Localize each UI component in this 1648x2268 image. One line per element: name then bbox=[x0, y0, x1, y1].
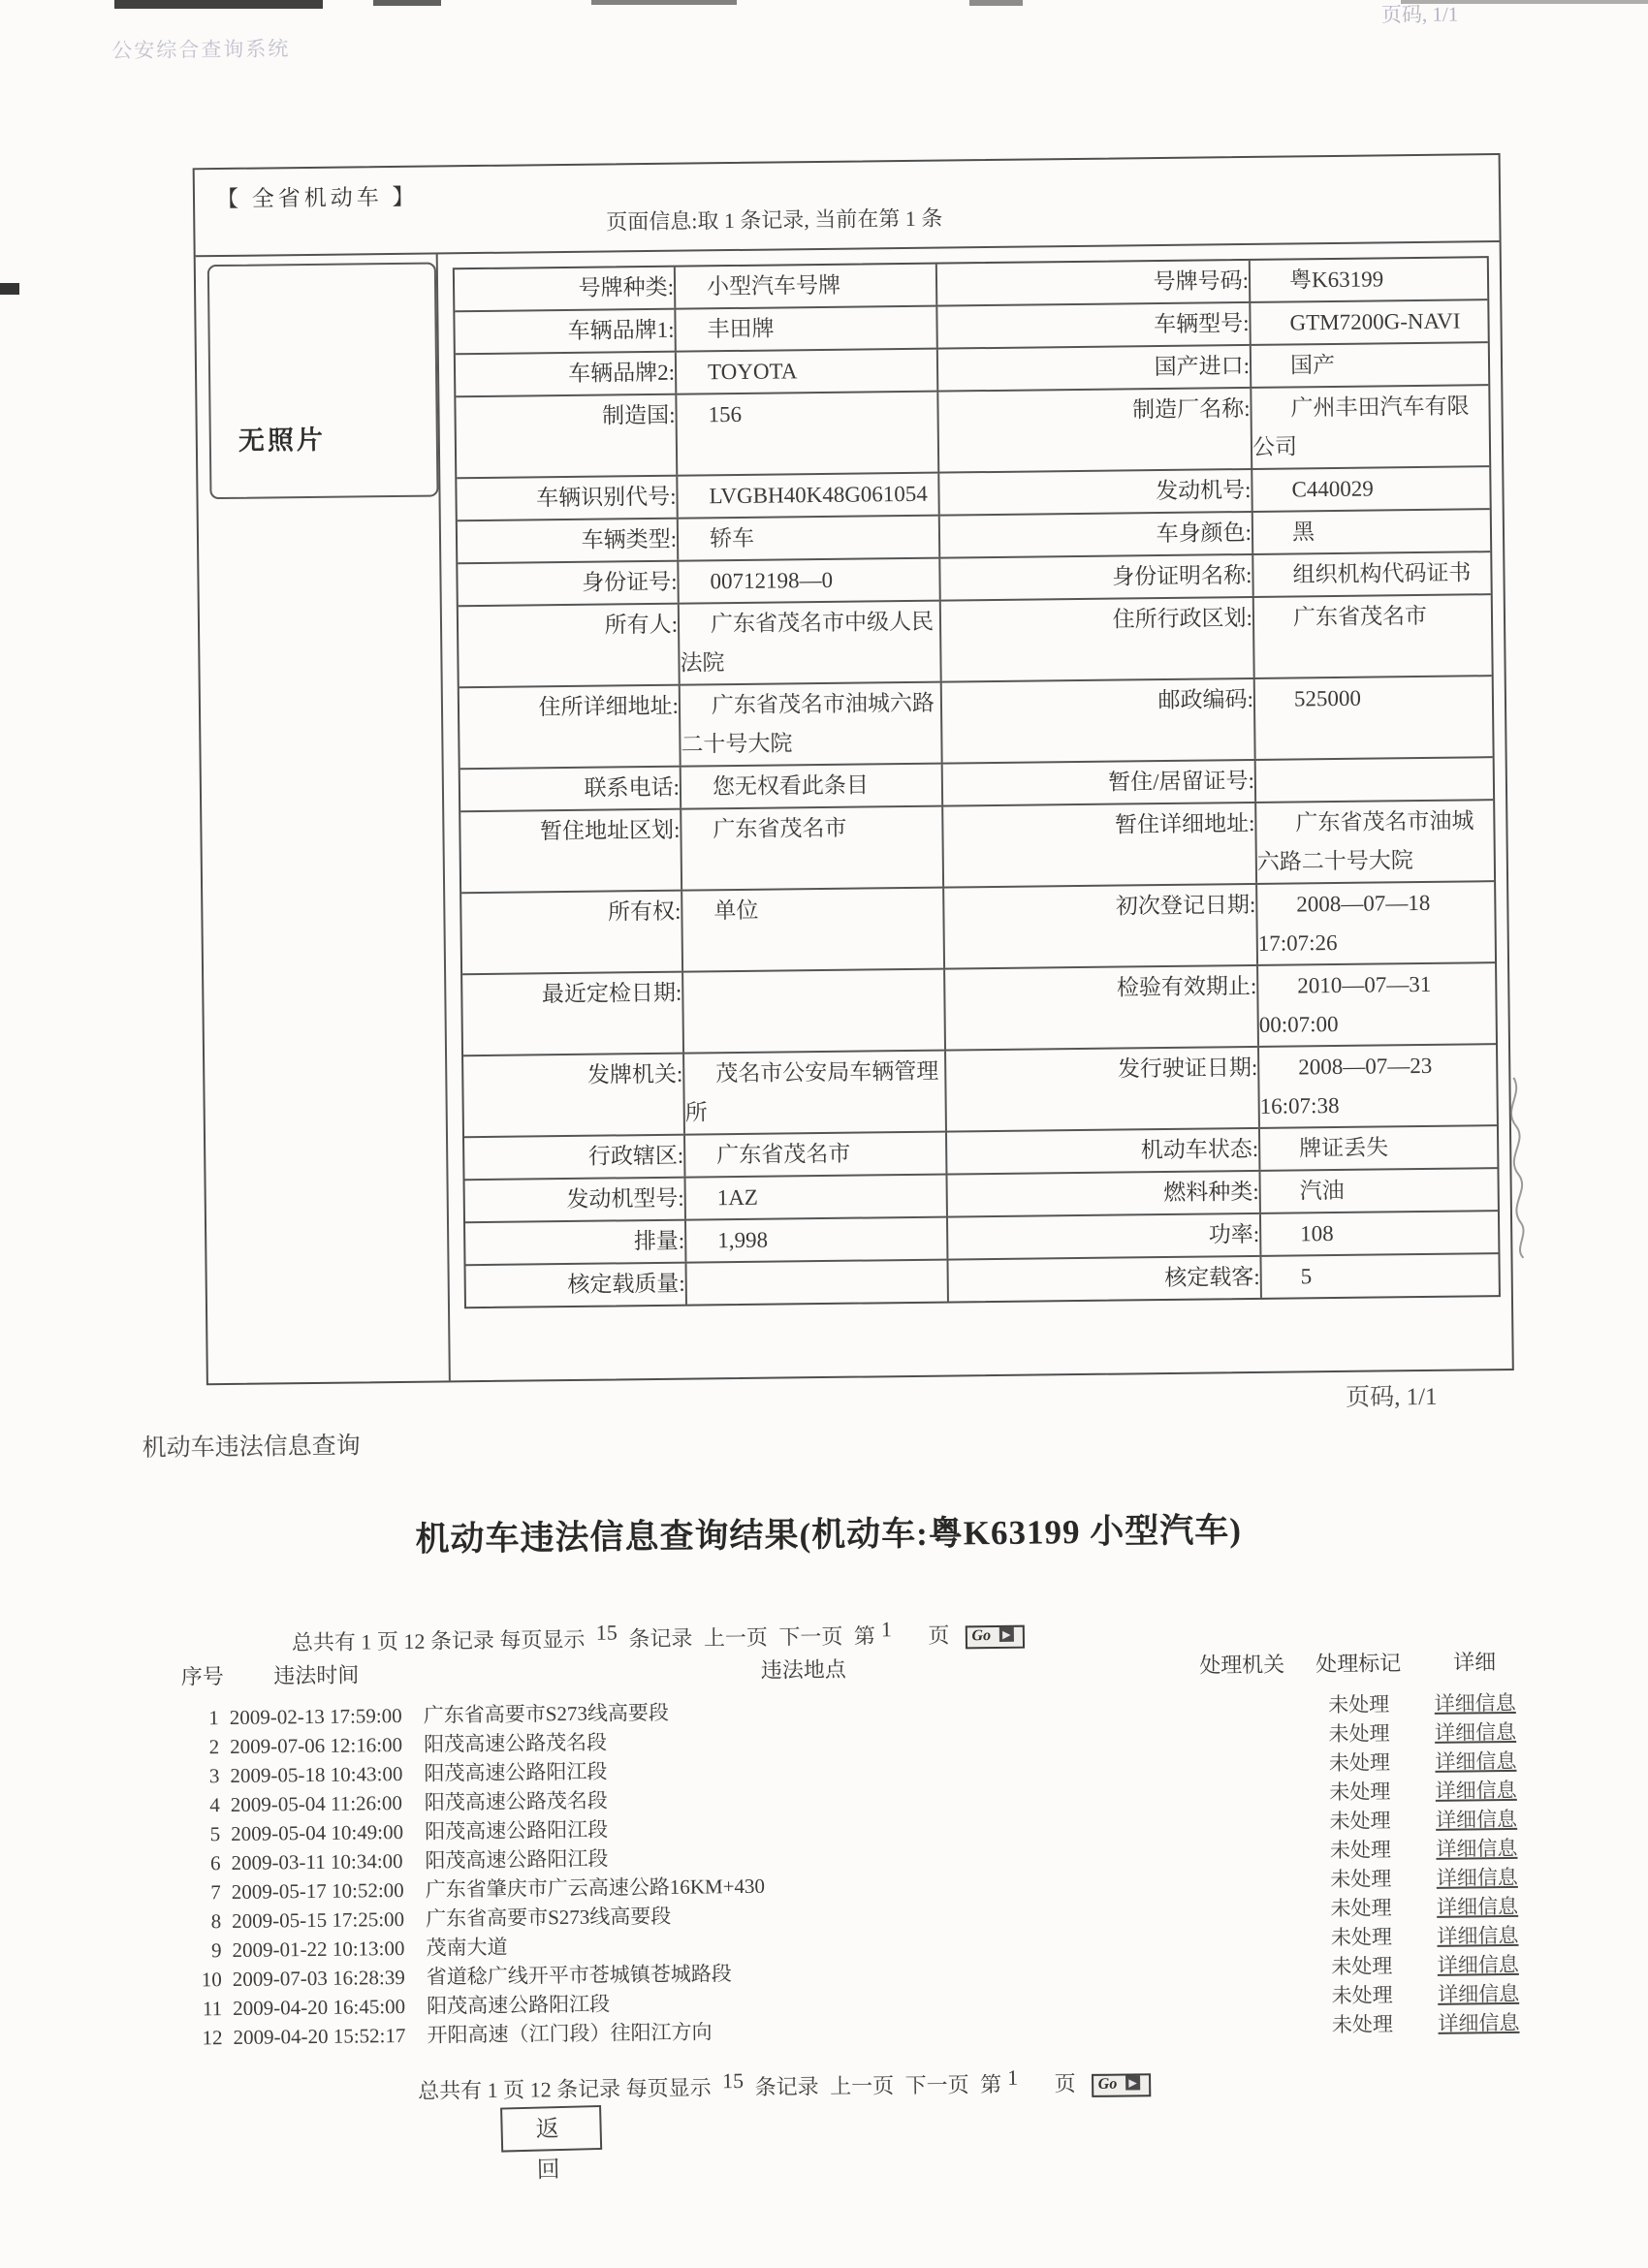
field-value: 广东省茂名市 bbox=[1292, 603, 1428, 630]
field-value: 00712198—0 bbox=[679, 559, 940, 603]
violation-detail-link[interactable]: 详细信息 bbox=[1437, 1923, 1519, 1948]
field-value: 5 bbox=[1300, 1264, 1313, 1289]
field-label: 最近定检日期: bbox=[462, 973, 684, 1055]
vehicle-section bbox=[193, 153, 1514, 1385]
violation-seq: 5 bbox=[209, 1822, 221, 1846]
records-label: 条记录 bbox=[628, 1625, 693, 1652]
system-name-faded: 公安综合查询系统 bbox=[111, 37, 291, 63]
go-arrow-icon: ▶ bbox=[999, 1627, 1014, 1642]
violation-place: 广东省高要市S273线高要段 bbox=[423, 1700, 670, 1727]
violation-detail-link[interactable]: 详细信息 bbox=[1436, 1865, 1518, 1890]
field-value: 108 bbox=[1300, 1221, 1334, 1246]
violation-rows bbox=[181, 1688, 1542, 2053]
violation-time: 2009-05-04 10:49:00 bbox=[231, 1819, 404, 1845]
go-label: Go bbox=[1097, 2075, 1118, 2093]
field-value bbox=[1256, 758, 1487, 802]
violation-agency bbox=[1188, 1952, 1304, 1982]
violation-agency bbox=[1187, 1894, 1303, 1924]
violation-place: 阳茂高速公路茂名段 bbox=[423, 1730, 608, 1756]
divider bbox=[196, 240, 1500, 257]
pagination-summary: 总共有 1 页 12 条记录 每页显示 bbox=[418, 2075, 712, 2103]
violation-time: 2009-04-20 15:52:17 bbox=[233, 2023, 406, 2049]
field-value: 牌证丢失 bbox=[1299, 1135, 1389, 1161]
field-value: 1,998 bbox=[686, 1218, 948, 1262]
field-label: 暂住地址区划: bbox=[460, 810, 682, 893]
violation-time: 2009-01-22 10:13:00 bbox=[232, 1936, 405, 1962]
go-arrow-icon: ▶ bbox=[1125, 2075, 1140, 2090]
field-label: 检验有效期止: bbox=[945, 966, 1259, 1050]
violation-mark: 未处理 bbox=[1331, 1983, 1393, 2008]
violation-time: 2009-05-04 11:26:00 bbox=[230, 1790, 403, 1816]
field-value: 广东省茂名市中级人民法院 bbox=[680, 602, 942, 684]
violation-place: 阳茂高速公路阳江段 bbox=[427, 1992, 611, 2018]
violation-detail-link[interactable]: 详细信息 bbox=[1437, 1981, 1520, 2006]
field-label: 国产进口: bbox=[938, 346, 1252, 391]
pagination-bottom bbox=[418, 2066, 1157, 2105]
field-label: 初次登记日期: bbox=[944, 885, 1258, 968]
go-button[interactable] bbox=[1092, 2073, 1151, 2097]
header-place: 违法地点 bbox=[760, 1656, 846, 1683]
field-label: 机动车状态: bbox=[947, 1129, 1260, 1174]
field-value: 广东省茂名市 bbox=[681, 807, 944, 890]
field-label: 身份证明名称: bbox=[940, 555, 1253, 600]
page-word-before: 第 bbox=[853, 1623, 876, 1649]
violation-agency bbox=[1185, 1719, 1301, 1749]
violation-detail-link[interactable]: 详细信息 bbox=[1435, 1807, 1518, 1832]
violation-seq: 11 bbox=[202, 1997, 223, 2021]
prev-page-link[interactable]: 上一页 bbox=[703, 1624, 769, 1651]
page-word-after: 页 bbox=[928, 1622, 950, 1648]
next-page-link[interactable]: 下一页 bbox=[904, 2072, 969, 2098]
field-label: 车辆类型: bbox=[458, 520, 679, 563]
violation-mark: 未处理 bbox=[1328, 1692, 1390, 1717]
violation-table bbox=[180, 1646, 1541, 2053]
photo-placeholder bbox=[207, 262, 439, 499]
field-label: 所有人: bbox=[459, 605, 681, 687]
field-label: 发动机型号: bbox=[465, 1179, 686, 1222]
field-label: 制造国: bbox=[456, 395, 678, 478]
field-value: 2010—07—31 00:07:00 bbox=[1258, 971, 1432, 1037]
next-page-link[interactable]: 下一页 bbox=[778, 1623, 843, 1650]
field-value: C440029 bbox=[1291, 476, 1374, 502]
field-label: 车辆品牌1: bbox=[455, 310, 676, 354]
violation-mark: 未处理 bbox=[1329, 1780, 1391, 1805]
field-label: 行政辖区: bbox=[464, 1136, 685, 1180]
field-value: 广东省茂名市油城六路二十号大院 bbox=[681, 683, 943, 766]
violation-place: 阳茂高速公路茂名段 bbox=[424, 1788, 608, 1814]
violation-agency bbox=[1185, 1748, 1301, 1779]
page-number-input[interactable]: 1 bbox=[880, 1617, 893, 1642]
violation-agency bbox=[1186, 1807, 1302, 1837]
violation-seq: 1 bbox=[208, 1706, 219, 1730]
field-label: 功率: bbox=[948, 1214, 1261, 1259]
page-number-input[interactable]: 1 bbox=[1006, 2064, 1019, 2090]
violation-mark: 未处理 bbox=[1329, 1809, 1391, 1834]
violation-detail-link[interactable]: 详细信息 bbox=[1438, 2010, 1520, 2035]
violation-seq: 7 bbox=[210, 1880, 221, 1905]
field-value: 黑 bbox=[1291, 520, 1315, 545]
field-label: 邮政编码: bbox=[942, 679, 1256, 763]
page-word-after: 页 bbox=[1054, 2071, 1076, 2096]
field-value: 广东省茂名市 bbox=[685, 1133, 947, 1177]
violation-mark: 未处理 bbox=[1331, 2012, 1394, 2037]
page-word-before: 第 bbox=[980, 2071, 1002, 2097]
table-row bbox=[460, 801, 1494, 894]
field-value: 组织机构代码证书 bbox=[1292, 560, 1472, 587]
table-row bbox=[461, 882, 1495, 975]
field-value: 轿车 bbox=[679, 517, 940, 560]
field-label: 暂住详细地址: bbox=[943, 803, 1257, 887]
violation-place: 阳茂高速公路阳江段 bbox=[425, 1846, 609, 1873]
violation-detail-link[interactable]: 详细信息 bbox=[1436, 1836, 1518, 1861]
violation-mark: 未处理 bbox=[1330, 1925, 1393, 1950]
field-value: 广州丰田汽车有限公司 bbox=[1252, 394, 1470, 459]
violation-place: 广东省高要市S273线高要段 bbox=[426, 1904, 672, 1931]
violation-seq: 10 bbox=[201, 1968, 222, 1992]
violation-detail-link[interactable]: 详细信息 bbox=[1434, 1690, 1516, 1716]
per-page-value[interactable]: 15 bbox=[721, 2068, 745, 2094]
violation-mark: 未处理 bbox=[1329, 1838, 1392, 1863]
field-label: 身份证号: bbox=[458, 562, 679, 606]
field-value bbox=[683, 970, 946, 1053]
field-label: 号牌种类: bbox=[455, 268, 676, 311]
field-value: 小型汽车号牌 bbox=[676, 265, 937, 308]
field-label: 燃料种类: bbox=[947, 1172, 1260, 1216]
field-label: 所有权: bbox=[461, 892, 683, 974]
field-value: 525000 bbox=[1293, 685, 1362, 711]
records-label: 条记录 bbox=[754, 2074, 819, 2099]
violation-seq: 6 bbox=[209, 1851, 221, 1875]
field-value: 粤K63199 bbox=[1288, 267, 1384, 293]
violation-time: 2009-03-11 10:34:00 bbox=[231, 1848, 403, 1874]
field-label: 车辆识别代号: bbox=[457, 477, 678, 520]
field-label: 联系电话: bbox=[460, 768, 681, 811]
violation-query-label: 机动车违法信息查询 bbox=[142, 1433, 361, 1462]
violation-time: 2009-04-20 16:45:00 bbox=[233, 1994, 406, 2020]
field-value: 茂名市公安局车辆管理所 bbox=[684, 1052, 947, 1134]
no-photo-label: 无照片 bbox=[238, 425, 327, 456]
section-title: 【 全省机动车 】 bbox=[215, 184, 419, 212]
field-value bbox=[687, 1261, 949, 1305]
violation-mark: 未处理 bbox=[1328, 1750, 1391, 1776]
header-seq: 序号 bbox=[180, 1664, 224, 1689]
violation-detail-link[interactable]: 详细信息 bbox=[1437, 1952, 1519, 1977]
table-row bbox=[463, 1045, 1497, 1138]
table-row bbox=[460, 677, 1493, 770]
violation-agency bbox=[1188, 1981, 1304, 2011]
violation-agency bbox=[1185, 1690, 1301, 1720]
violation-seq: 12 bbox=[202, 2026, 223, 2050]
violation-time: 2009-02-13 17:59:00 bbox=[229, 1703, 402, 1729]
header-agency: 处理机关 bbox=[1199, 1652, 1285, 1678]
violation-detail-link[interactable]: 详细信息 bbox=[1434, 1719, 1517, 1745]
violation-time: 2009-07-03 16:28:39 bbox=[232, 1965, 405, 1991]
violation-place: 阳茂高速公路阳江段 bbox=[425, 1817, 609, 1843]
go-label: Go bbox=[971, 1627, 992, 1645]
field-value: 单位 bbox=[682, 889, 945, 971]
violation-seq: 2 bbox=[208, 1735, 220, 1759]
field-label: 发动机号: bbox=[939, 470, 1252, 515]
violation-agency bbox=[1186, 1778, 1302, 1808]
violation-agency bbox=[1187, 1923, 1303, 1953]
field-value: 1AZ bbox=[686, 1176, 948, 1219]
vehicle-detail-table bbox=[453, 256, 1501, 1308]
violation-time: 2009-05-17 10:52:00 bbox=[231, 1877, 404, 1904]
field-value: GTM7200G-NAVI bbox=[1289, 308, 1461, 335]
divider bbox=[436, 252, 451, 1380]
violation-time: 2009-05-15 17:25:00 bbox=[232, 1906, 405, 1933]
field-label: 核定载客: bbox=[948, 1257, 1261, 1302]
violation-time: 2009-05-18 10:43:00 bbox=[230, 1761, 403, 1787]
field-label: 车辆品牌2: bbox=[456, 353, 677, 396]
page-info: 页面信息:取 1 条记录, 当前在第 1 条 bbox=[606, 205, 943, 235]
field-value: 2008—07—23 16:07:38 bbox=[1259, 1053, 1433, 1118]
field-value: LVGBH40K48G061054 bbox=[678, 474, 939, 518]
violation-mark: 未处理 bbox=[1330, 1896, 1392, 1921]
violation-agency bbox=[1186, 1836, 1302, 1866]
violation-agency bbox=[1187, 1865, 1303, 1895]
field-value: TOYOTA bbox=[677, 350, 938, 394]
header-mark: 处理标记 bbox=[1315, 1651, 1402, 1677]
field-value: 广东省茂名市油城六路二十号大院 bbox=[1256, 808, 1474, 874]
violation-detail-link[interactable]: 详细信息 bbox=[1436, 1894, 1519, 1919]
field-value: 156 bbox=[677, 393, 939, 475]
per-page-value[interactable]: 15 bbox=[595, 1620, 618, 1645]
violation-time: 2009-07-06 12:16:00 bbox=[229, 1732, 403, 1758]
violation-detail-link[interactable]: 详细信息 bbox=[1435, 1778, 1517, 1803]
header-time: 违法时间 bbox=[273, 1662, 360, 1688]
violation-detail-link[interactable]: 详细信息 bbox=[1435, 1748, 1517, 1774]
table-row bbox=[456, 386, 1489, 479]
field-label: 发行驶证日期: bbox=[946, 1048, 1260, 1131]
violation-seq: 4 bbox=[209, 1793, 220, 1817]
pagination-summary: 总共有 1 页 12 条记录 每页显示 bbox=[291, 1626, 586, 1655]
go-button[interactable] bbox=[965, 1625, 1024, 1650]
prev-page-link[interactable]: 上一页 bbox=[830, 2073, 895, 2098]
result-title: 机动车违法信息查询结果(机动车:粤K63199 小型汽车) bbox=[415, 1511, 1243, 1559]
violation-place: 省道稔广线开平市苍城镇苍城路段 bbox=[426, 1962, 732, 1989]
field-value: 汽油 bbox=[1299, 1178, 1345, 1204]
field-value: 2008—07—18 17:07:26 bbox=[1257, 890, 1431, 956]
violation-place: 广东省肇庆市广云高速公路16KM+430 bbox=[425, 1874, 766, 1902]
violation-agency bbox=[1188, 2010, 1304, 2040]
violation-place: 开阳高速（江门段）往阳江方向 bbox=[427, 2020, 713, 2047]
violation-place: 茂南大道 bbox=[426, 1935, 508, 1960]
field-value: 丰田牌 bbox=[676, 307, 937, 351]
field-label: 暂住/居留证号: bbox=[943, 761, 1256, 805]
field-label: 号牌号码: bbox=[937, 261, 1251, 305]
violation-mark: 未处理 bbox=[1331, 1954, 1393, 1979]
field-label: 车辆型号: bbox=[937, 303, 1251, 348]
field-value: 国产 bbox=[1289, 352, 1336, 378]
field-label: 制造厂名称: bbox=[938, 389, 1252, 472]
field-label: 住所行政区划: bbox=[941, 598, 1255, 681]
page-number-top: 页码, 1/1 bbox=[1380, 2, 1459, 27]
header-detail: 详细 bbox=[1453, 1650, 1497, 1675]
field-value: 您无权看此条目 bbox=[681, 765, 943, 808]
pen-mark bbox=[1494, 1076, 1535, 1260]
field-label: 车身颜色: bbox=[940, 513, 1253, 557]
field-label: 排量: bbox=[465, 1221, 686, 1265]
pagination-top bbox=[292, 1619, 1030, 1657]
field-label: 核定载质量: bbox=[466, 1264, 687, 1307]
violation-mark: 未处理 bbox=[1328, 1721, 1390, 1747]
field-label: 住所详细地址: bbox=[460, 686, 681, 769]
table-row bbox=[459, 595, 1492, 688]
violation-seq: 3 bbox=[208, 1764, 220, 1788]
violation-seq: 8 bbox=[210, 1909, 222, 1934]
violation-seq: 9 bbox=[210, 1938, 222, 1963]
table-row bbox=[462, 963, 1496, 1056]
violation-mark: 未处理 bbox=[1330, 1867, 1392, 1892]
back-button[interactable]: 返 回 bbox=[500, 2105, 602, 2153]
page-number-mid: 页码, 1/1 bbox=[1345, 1383, 1438, 1411]
field-label: 发牌机关: bbox=[463, 1055, 685, 1137]
violation-place: 阳茂高速公路阳江段 bbox=[424, 1759, 608, 1785]
